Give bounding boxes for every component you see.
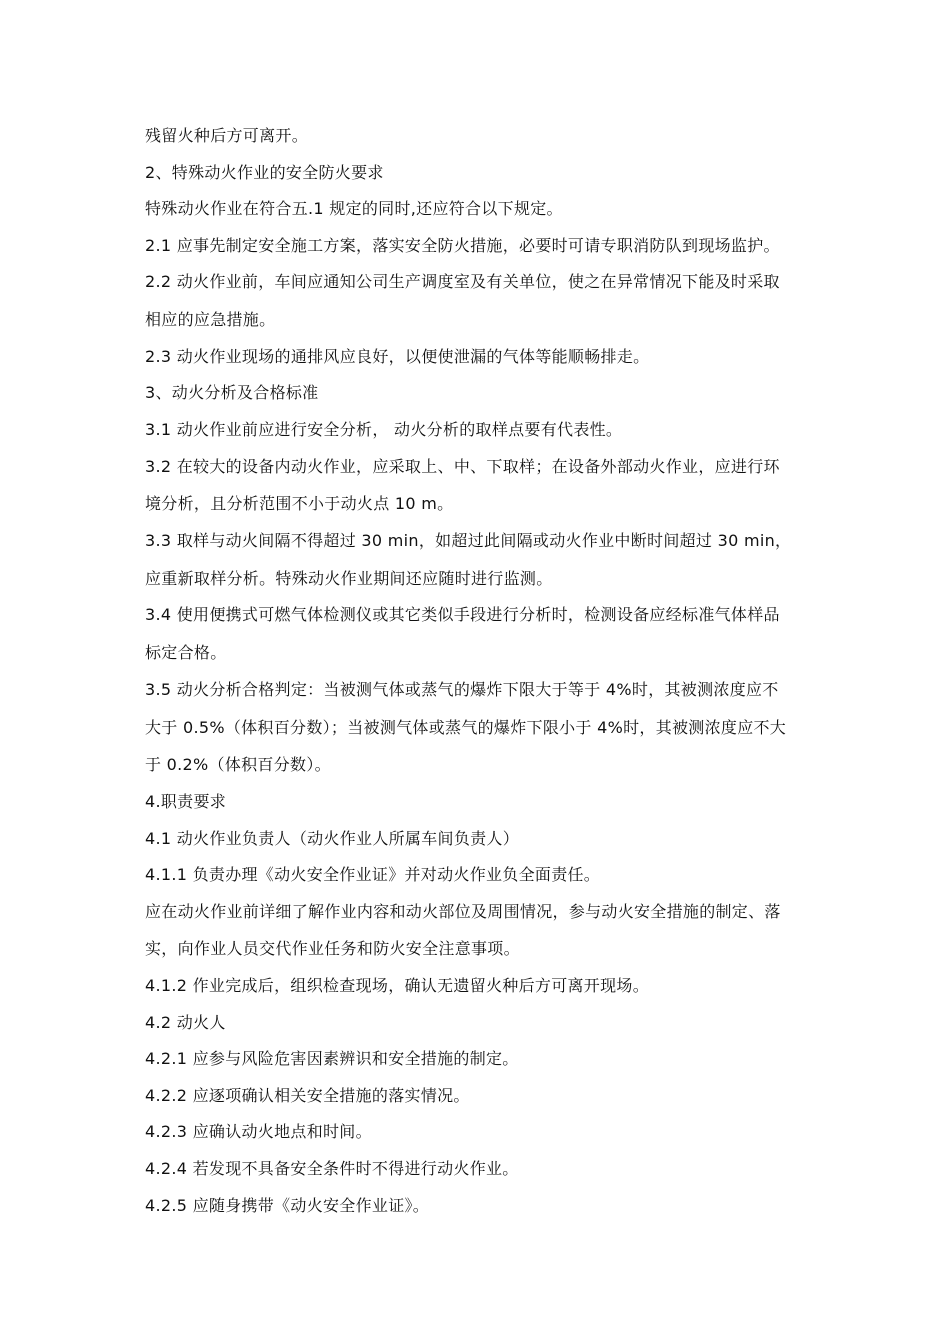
paragraph-line: 应重新取样分析。特殊动火作业期间还应随时进行监测。 — [145, 568, 553, 588]
paragraph-line: 3.5 动火分析合格判定：当被测气体或蒸气的爆炸下限大于等于 4%时，其被测浓度应不 — [145, 679, 779, 699]
paragraph-line: 2.3 动火作业现场的通排风应良好，以便使泄漏的气体等能顺畅排走。 — [145, 346, 650, 366]
paragraph-line: 4.1.2 作业完成后，组织检查现场，确认无遗留火种后方可离开现场。 — [145, 976, 649, 996]
paragraph-line: 残留火种后方可离开。 — [145, 126, 309, 145]
paragraph-line: 2.2 动火作业前，车间应通知公司生产调度室及有关单位，使之在异常情况下能及时采取 — [145, 272, 780, 292]
paragraph-line: 标定合格。 — [145, 643, 227, 663]
paragraph-line: 4.2.3 应确认动火地点和时间。 — [145, 1122, 372, 1142]
section-heading: 4.职责要求 — [145, 791, 227, 811]
paragraph-line: 3.2 在较大的设备内动火作业，应采取上、中、下取样；在设备外部动火作业，应进行环 — [145, 456, 780, 476]
section-heading: 3、动火分析及合格标准 — [145, 383, 319, 403]
paragraph-line: 3.3 取样与动火间隔不得超过 30 min，如超过此间隔或动火作业中断时间超过 30 min， — [145, 530, 792, 550]
paragraph-line: 3.4 使用便携式可燃气体检测仪或其它类似手段进行分析时，检测设备应经标准气体样品 — [145, 605, 780, 625]
document-body — [145, 125, 810, 1231]
section-heading: 2、特殊动火作业的安全防火要求 — [145, 162, 384, 182]
paragraph-line: 4.1.1 负责办理《动火安全作业证》并对动火作业负全面责任。 — [145, 865, 601, 885]
paragraph-line: 大于 0.5%（体积百分数）；当被测气体或蒸气的爆炸下限小于 4%时，其被测浓度应不大 — [145, 717, 787, 737]
paragraph-line: 3.1 动火作业前应进行安全分析， 动火分析的取样点要有代表性。 — [145, 419, 623, 439]
subsection-heading: 4.1 动火作业负责人（动火作业人所属车间负责人） — [145, 828, 520, 848]
paragraph-line: 实，向作业人员交代作业任务和防火安全注意事项。 — [145, 939, 520, 959]
paragraph-line: 2.1 应事先制定安全施工方案，落实安全防火措施，必要时可请专职消防队到现场监护。 — [145, 235, 780, 255]
paragraph-line: 特殊动火作业在符合五.1 规定的同时,还应符合以下规定。 — [145, 199, 563, 219]
paragraph-line: 于 0.2%（体积百分数）。 — [145, 755, 331, 775]
paragraph-line: 4.2.4 若发现不具备安全条件时不得进行动火作业。 — [145, 1159, 519, 1179]
paragraph-line: 4.2.5 应随身携带《动火安全作业证》。 — [145, 1195, 430, 1215]
paragraph-line: 境分析，且分析范围不小于动火点 10 m。 — [145, 494, 454, 514]
paragraph-line: 4.2.1 应参与风险危害因素辨识和安全措施的制定。 — [145, 1049, 519, 1069]
subsection-heading: 4.2 动火人 — [145, 1012, 226, 1032]
paragraph-line: 4.2.2 应逐项确认相关安全措施的落实情况。 — [145, 1085, 470, 1105]
paragraph-line: 相应的应急措施。 — [145, 310, 276, 330]
paragraph-line: 应在动火作业前详细了解作业内容和动火部位及周围情况，参与动火安全措施的制定、落 — [145, 901, 781, 921]
